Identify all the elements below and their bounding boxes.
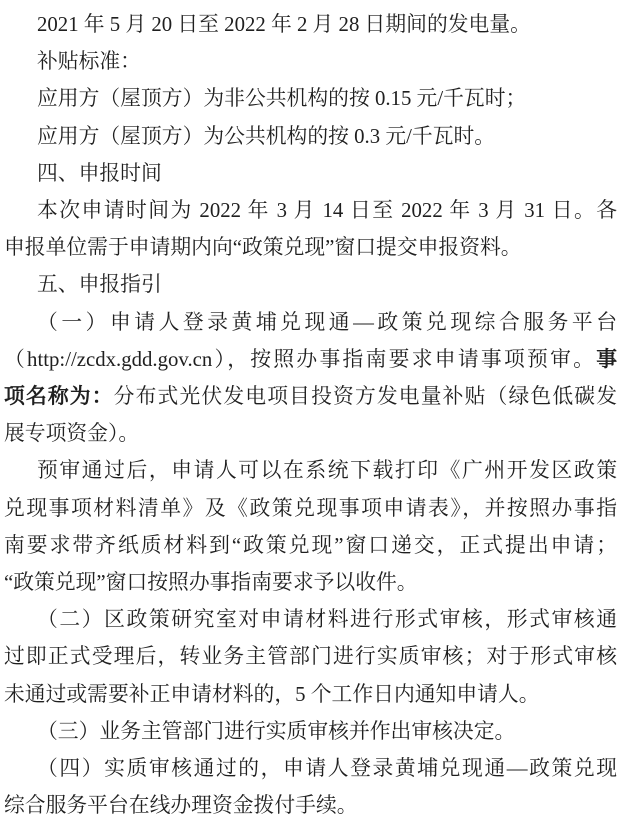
text-line <box>4 304 617 341</box>
text-line <box>4 6 617 43</box>
text-line <box>4 638 617 675</box>
text-segment: 补贴标准： <box>37 50 141 74</box>
text-segment: “政策兑现”窗口按照办事指南要求予以收件。 <box>4 571 418 595</box>
text-line <box>4 787 617 824</box>
text-segment: 本次申请时间为 2022 年 3 月 14 日至 2022 年 3 月 31 日。各 <box>37 199 617 223</box>
text-segment: 分布式光伏发电项目投资方发电量补贴（绿色低碳发 <box>113 385 618 409</box>
emphasis-text: 事 <box>596 347 617 371</box>
text-line <box>4 415 617 452</box>
text-line <box>4 43 617 80</box>
text-line <box>4 713 617 750</box>
section-heading <box>4 266 617 303</box>
section-heading <box>4 155 617 192</box>
text-line <box>4 601 617 638</box>
text-segment: 南要求带齐纸质材料到“政策兑现”窗口递交，正式提出申请； <box>4 533 617 557</box>
text-segment: 预审通过后，申请人可以在系统下载打印《广州开发区政策 <box>37 459 617 483</box>
text-segment: （二）区政策研究室对申请材料进行形式审核，形式审核通 <box>37 608 617 632</box>
text-segment: 四、申报时间 <box>37 161 162 185</box>
text-line <box>4 378 617 415</box>
text-segment: 未通过或需要补正申请材料的，5 个工作日内通知申请人。 <box>4 682 540 706</box>
text-line <box>4 452 617 489</box>
text-line <box>4 490 617 527</box>
text-line <box>4 527 617 564</box>
text-line <box>4 229 617 266</box>
text-segment: 展专项资金）。 <box>4 422 140 446</box>
text-segment: （三）业务主管部门进行实质审核并作出审核决定。 <box>37 719 516 743</box>
text-segment: 兑现事项材料清单》及《政策兑现事项申请表》，并按照办事指 <box>4 496 617 520</box>
text-segment: 综合服务平台在线办理资金拨付手续。 <box>4 794 358 818</box>
text-segment: （http://zcdx.gdd.gov.cn），按照办事指南要求申请事项预审。 <box>4 347 597 371</box>
text-line <box>4 192 617 229</box>
text-segment: 应用方（屋顶方）为非公共机构的按 0.15 元/千瓦时； <box>37 87 527 111</box>
text-line <box>4 750 617 787</box>
text-segment: 申报单位需于申请期内向“政策兑现”窗口提交申报资料。 <box>4 236 522 260</box>
text-segment: 2021 年 5 月 20 日至 2022 年 2 月 28 日期间的发电量。 <box>37 13 531 36</box>
text-segment: 过即正式受理后，转业务主管部门进行实质审核；对于形式审核 <box>4 645 617 669</box>
text-segment: （一）申请人登录黄埔兑现通—政策兑现综合服务平台 <box>37 310 617 334</box>
text-segment: （四）实质审核通过的，申请人登录黄埔兑现通—政策兑现 <box>37 757 617 781</box>
emphasis-text: 项名称为： <box>4 385 114 409</box>
text-segment: 应用方（屋顶方）为公共机构的按 0.3 元/千瓦时。 <box>37 124 496 148</box>
text-line <box>4 676 617 713</box>
text-segment: 五、申报指引 <box>37 273 162 297</box>
text-line <box>4 80 617 117</box>
text-line <box>4 564 617 601</box>
text-line <box>4 118 617 155</box>
text-line <box>4 341 617 378</box>
